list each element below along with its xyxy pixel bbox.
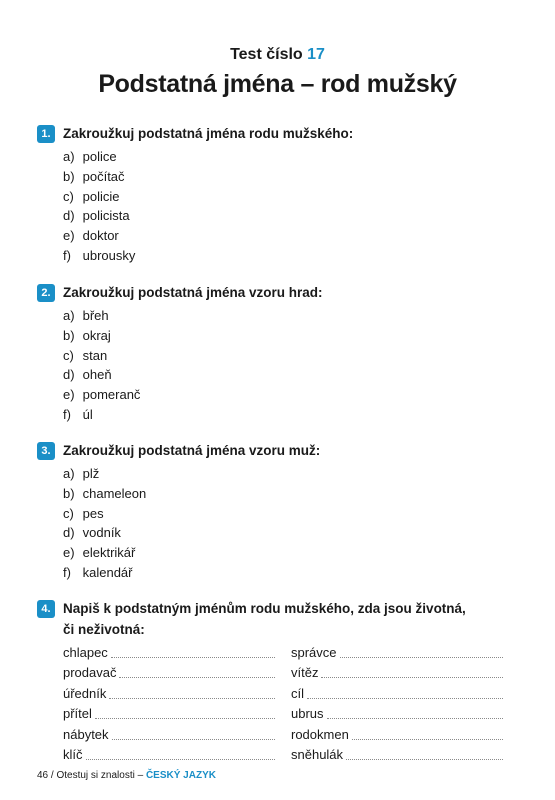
fill-row <box>63 661 503 682</box>
option-item[interactable] <box>63 405 527 425</box>
option-list <box>63 464 527 583</box>
fill-cell <box>291 726 503 743</box>
option-text: oheň <box>82 367 112 383</box>
option-letter: f) <box>63 406 71 422</box>
answer-line[interactable] <box>111 644 275 658</box>
option-letter: c) <box>63 347 74 363</box>
option-text: kalendář <box>82 564 133 580</box>
page-footer <box>37 770 216 781</box>
page-title: Podstatná jména – rod mužský <box>98 70 457 98</box>
noun-word: cíl <box>291 685 304 701</box>
option-letter: e) <box>63 228 75 244</box>
option-text: plž <box>82 466 100 481</box>
answer-line[interactable] <box>86 746 276 760</box>
test-number: 17 <box>307 46 325 63</box>
option-item[interactable] <box>63 504 527 524</box>
answer-line[interactable] <box>340 644 503 658</box>
fill-cell <box>291 644 503 661</box>
test-label <box>0 46 555 64</box>
option-letter: f) <box>63 564 71 580</box>
option-item[interactable] <box>63 187 527 207</box>
option-letter: c) <box>63 505 74 521</box>
option-text: vodník <box>82 525 121 541</box>
answer-line[interactable] <box>321 664 503 678</box>
option-letter: d) <box>63 208 75 224</box>
option-text: pomeranč <box>82 387 141 403</box>
option-letter: d) <box>63 525 75 541</box>
answer-line[interactable] <box>95 705 275 719</box>
answer-line[interactable] <box>327 705 503 719</box>
option-text: chameleon <box>82 485 147 501</box>
option-text: elektrikář <box>82 545 136 561</box>
option-item[interactable] <box>63 167 527 187</box>
option-list <box>63 306 527 425</box>
option-letter: a) <box>63 466 75 481</box>
noun-word: prodavač <box>63 665 117 680</box>
option-text: úl <box>82 406 93 422</box>
task-question: Zakroužkuj podstatná jména rodu mužského: <box>63 126 354 141</box>
option-item[interactable] <box>63 306 527 326</box>
task-question-line-2: či neživotná: <box>63 622 145 637</box>
option-item[interactable] <box>63 543 527 563</box>
task-question: Zakroužkuj podstatná jména vzoru muž: <box>63 443 321 458</box>
noun-word: vítěz <box>291 665 319 680</box>
option-text: doktor <box>82 228 119 244</box>
option-item[interactable] <box>63 326 527 346</box>
option-text: počítač <box>82 168 125 184</box>
fill-cell <box>63 726 275 743</box>
option-text: břeh <box>82 308 109 323</box>
test-word: Test číslo <box>230 46 303 63</box>
option-item[interactable] <box>63 464 527 484</box>
fill-cell <box>291 685 503 702</box>
footer-page-info: 46 / Otestuj si znalosti – <box>37 770 146 781</box>
fill-row <box>63 722 503 743</box>
option-text: ubrousky <box>82 247 136 263</box>
answer-line[interactable] <box>352 726 503 740</box>
option-letter: f) <box>63 247 71 263</box>
option-text: stan <box>82 347 108 363</box>
noun-word: přítel <box>63 706 92 721</box>
option-item[interactable] <box>63 563 527 583</box>
fill-row <box>63 681 503 702</box>
option-letter: e) <box>63 387 75 403</box>
option-letter: a) <box>63 308 75 323</box>
option-letter: b) <box>63 485 75 501</box>
footer-subject: ČESKÝ JAZYK <box>145 770 216 781</box>
fill-cell <box>63 705 275 722</box>
answer-line[interactable] <box>307 685 503 699</box>
option-list <box>63 147 527 266</box>
option-letter: b) <box>63 168 75 184</box>
task-2 <box>37 283 527 425</box>
option-item[interactable] <box>63 365 527 385</box>
answer-line[interactable] <box>109 685 275 699</box>
fill-in-grid <box>63 640 503 763</box>
option-item[interactable] <box>63 523 527 543</box>
answer-line[interactable] <box>119 664 275 678</box>
fill-cell <box>63 685 275 702</box>
task-4 <box>37 599 527 637</box>
noun-word: klíč <box>63 747 83 762</box>
option-item[interactable] <box>63 484 527 504</box>
noun-word: ubrus <box>291 706 324 721</box>
task-number-badge: 1. <box>37 125 55 143</box>
noun-word: chlapec <box>63 644 108 660</box>
task-number-badge: 4. <box>37 600 55 618</box>
fill-cell <box>291 664 503 681</box>
option-item[interactable] <box>63 147 527 167</box>
noun-word: úředník <box>63 685 107 701</box>
option-text: police <box>82 149 117 164</box>
fill-cell <box>63 746 275 763</box>
task-question: Napiš k podstatným jménům rodu mužského, zda jsou životná, <box>63 601 466 616</box>
noun-word: nábytek <box>63 726 109 742</box>
option-text: policie <box>82 188 120 204</box>
noun-word: správce <box>291 644 337 660</box>
task-number-badge: 2. <box>37 284 55 302</box>
fill-row <box>63 743 503 764</box>
option-letter: e) <box>63 545 75 561</box>
option-letter: b) <box>63 327 75 343</box>
option-item[interactable] <box>63 246 527 266</box>
task-question: Zakroužkuj podstatná jména vzoru hrad: <box>63 285 323 300</box>
answer-line[interactable] <box>112 726 275 740</box>
task-number-badge: 3. <box>37 442 55 460</box>
fill-cell <box>63 664 275 681</box>
task-3 <box>37 441 527 583</box>
option-item[interactable] <box>63 385 527 405</box>
task-1 <box>37 124 527 266</box>
noun-word: rodokmen <box>291 726 349 742</box>
option-item[interactable] <box>63 206 527 226</box>
option-letter: d) <box>63 367 75 383</box>
fill-row <box>63 702 503 723</box>
option-item[interactable] <box>63 346 527 366</box>
option-letter: c) <box>63 188 74 204</box>
option-text: pes <box>82 505 104 521</box>
option-text: policista <box>82 208 130 224</box>
option-item[interactable] <box>63 226 527 246</box>
fill-cell <box>291 746 503 763</box>
fill-cell <box>291 705 503 722</box>
option-letter: a) <box>63 149 75 164</box>
option-text: okraj <box>82 327 111 343</box>
fill-cell <box>63 644 275 661</box>
fill-row <box>63 640 503 661</box>
answer-line[interactable] <box>346 746 503 760</box>
noun-word: sněhulák <box>291 747 344 762</box>
